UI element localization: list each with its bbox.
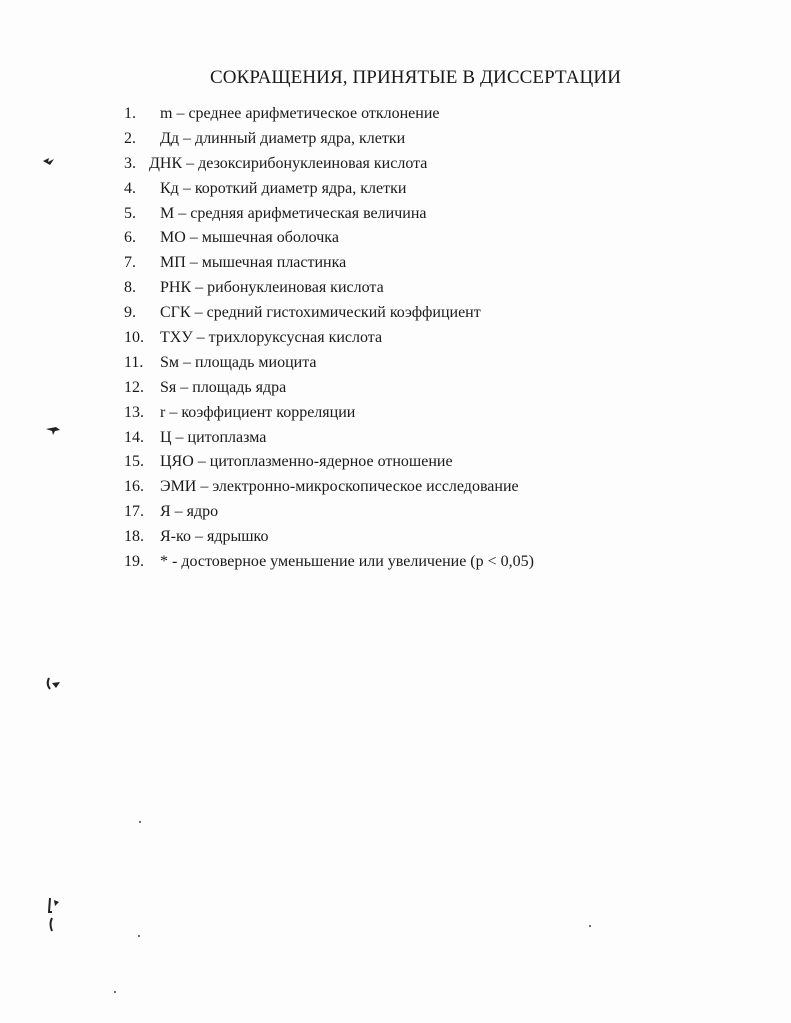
item-text: МП – мышечная пластинка: [160, 254, 347, 272]
item-number: 18.: [124, 528, 144, 546]
list-item: [124, 450, 534, 475]
item-number: 11.: [124, 353, 144, 371]
item-text: СГК – средний гистохимический коэффициент: [160, 304, 481, 322]
list-item: [124, 102, 534, 127]
item-number: 19.: [124, 553, 144, 571]
scan-artifact-mark: [44, 423, 64, 437]
list-item: [124, 525, 534, 550]
item-text: ДНК – дезоксирибонуклеиновая кислота: [149, 154, 428, 172]
item-number: 6.: [124, 229, 136, 247]
abbreviations-list: [124, 102, 534, 575]
list-item: [124, 177, 534, 202]
item-text: ЦЯО – цитоплазменно-ядерное отношение: [160, 453, 453, 471]
item-text: ЭМИ – электронно-микроскопическое исследование: [160, 478, 519, 496]
item-number: 2.: [124, 129, 136, 147]
item-number: 14.: [124, 428, 144, 446]
item-number: 7.: [124, 254, 136, 272]
item-number: 1.: [124, 105, 136, 122]
scan-artifact-dot: [588, 924, 592, 928]
list-item: [124, 226, 534, 251]
list-item: [124, 401, 534, 426]
item-text: * - достоверное уменьшение или увеличение (р < 0,05): [160, 553, 534, 571]
item-text: М – средняя арифметическая величина: [160, 204, 427, 222]
item-text: Sя – площадь ядра: [160, 378, 287, 396]
list-item: [124, 127, 534, 152]
item-text: Sм – площадь миоцита: [160, 353, 317, 371]
item-text: ТХУ – трихлоруксусная кислота: [160, 329, 383, 347]
list-item: [124, 152, 534, 177]
item-text: Я – ядро: [160, 503, 219, 521]
item-number: 16.: [124, 478, 144, 496]
item-text: РНК – рибонуклеиновая кислота: [160, 279, 384, 297]
item-number: 13.: [124, 403, 144, 421]
scan-artifact-dot: [137, 934, 141, 938]
item-text: r – коэффициент корреляции: [160, 403, 356, 421]
scan-artifact-dot: [138, 820, 142, 824]
scan-artifact-mark: [40, 153, 60, 169]
item-text: Дд – длинный диаметр ядра, клетки: [160, 129, 406, 147]
item-number: 9.: [124, 304, 136, 322]
scan-artifact-mark: [44, 894, 66, 934]
item-number: 17.: [124, 503, 144, 521]
item-number: 10.: [124, 329, 144, 347]
list-item: [124, 376, 534, 401]
item-number: 5.: [124, 204, 136, 222]
list-item: [124, 251, 534, 276]
list-item: [124, 202, 534, 227]
list-item: [124, 500, 534, 525]
list-item: [124, 276, 534, 301]
scan-artifact-dot: [113, 990, 117, 994]
item-text: Я-ко – ядрышко: [160, 528, 269, 546]
scan-artifact-mark: [44, 676, 64, 692]
item-text: m – среднее арифметическое отклонение: [160, 105, 440, 122]
item-number: 4.: [124, 179, 136, 197]
item-number: 3.: [124, 154, 136, 172]
page-title: СОКРАЩЕНИЯ, ПРИНЯТЫЕ В ДИССЕРТАЦИИ: [209, 67, 622, 88]
list-item: [124, 426, 534, 451]
list-item: [124, 326, 534, 351]
item-text: МО – мышечная оболочка: [160, 229, 339, 247]
list-item: [124, 301, 534, 326]
list-item: [124, 550, 534, 575]
item-number: 12.: [124, 378, 144, 396]
list-item: [124, 351, 534, 376]
item-number: 8.: [124, 279, 136, 297]
item-number: 15.: [124, 453, 144, 471]
item-text: Кд – короткий диаметр ядра, клетки: [160, 179, 407, 197]
item-text: Ц – цитоплазма: [160, 428, 267, 446]
list-item: [124, 475, 534, 500]
